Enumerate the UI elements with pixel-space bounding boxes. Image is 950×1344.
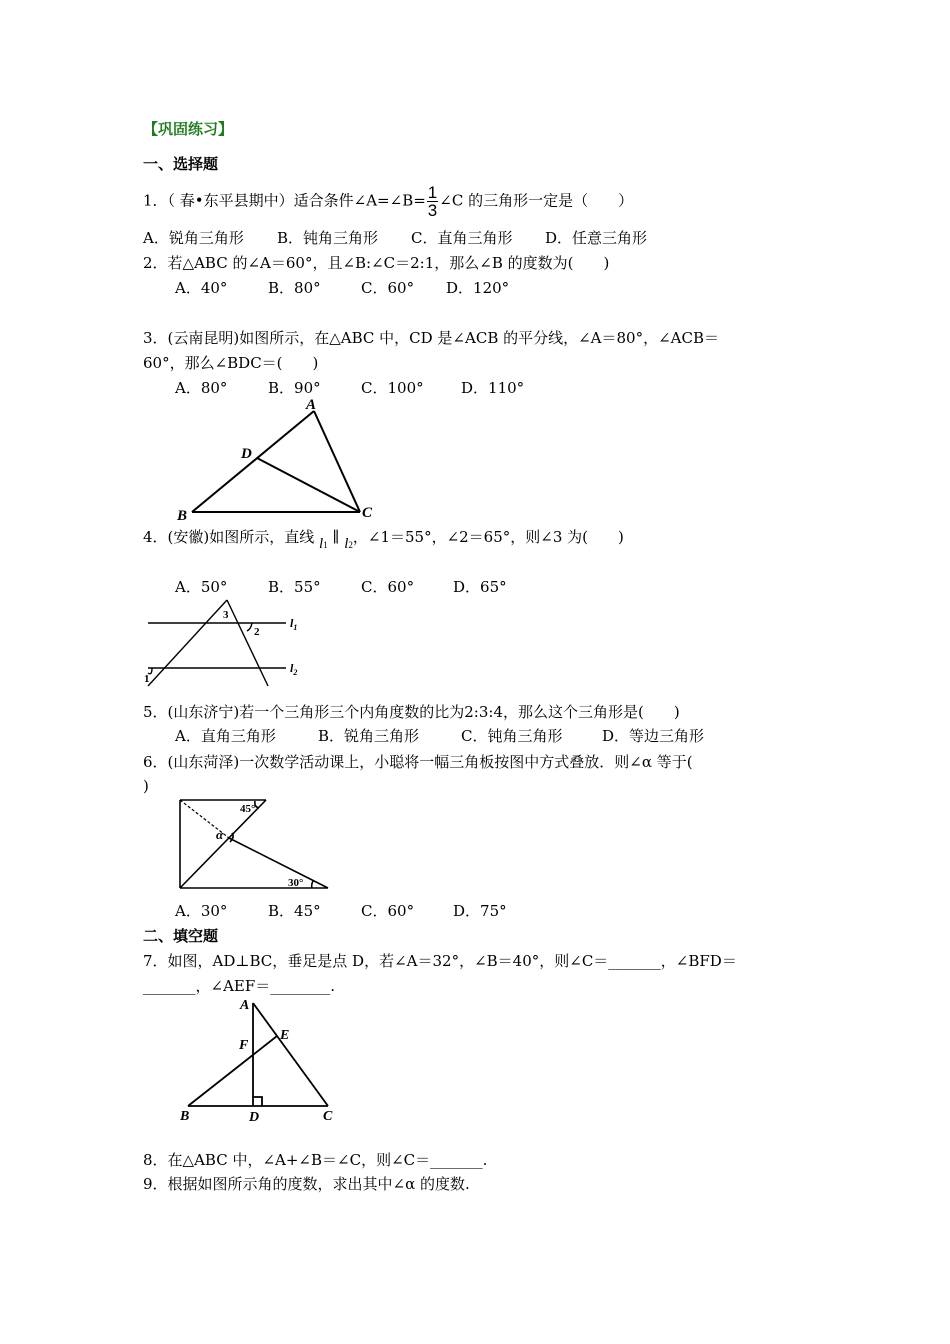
q3-triangle-figure [170, 395, 390, 525]
question-3-line2: 60°，那么∠BDC＝( ) [143, 354, 319, 372]
q3-option-d: D．110° [461, 379, 525, 397]
q4-options [175, 577, 507, 597]
q1-fraction [427, 184, 438, 219]
q6-30-arc [312, 881, 313, 888]
q4-angle-3-label: 3 [223, 609, 229, 621]
q6-options [175, 901, 507, 921]
question-3-line1: 3．(云南昆明)如图所示，在△ABC 中，CD 是∠ACB 的平分线，∠A＝80°，∠ACB＝ [143, 329, 719, 347]
q3-side-ac [314, 411, 360, 512]
q1-option-d: D．任意三角形 [545, 229, 648, 247]
q7-right-angle-mark [253, 1097, 262, 1106]
q4-option-d: D．65° [453, 578, 507, 596]
question-2: 2．若△ABC 的∠A＝60°，且∠B:∠C＝2:1，那么∠B 的度数为( ) [143, 254, 610, 272]
q1-frac-num: 1 [427, 183, 438, 202]
question-9: 9．根据如图所示角的度数，求出其中∠α 的度数. [143, 1175, 470, 1193]
q4-l2-letter: l [344, 536, 349, 552]
q4-fig-l2-sub: 2 [293, 668, 298, 677]
q5-option-d: D．等边三角形 [602, 727, 705, 745]
q3-option-c: C．100° [361, 379, 424, 397]
question-6-line2: ) [143, 777, 149, 795]
q5-option-a: A．直角三角形 [175, 727, 276, 745]
q7-label-f: F [239, 1038, 249, 1053]
q2-options [175, 278, 509, 298]
q4-option-b: B．55° [268, 578, 321, 596]
q6-label-30: 30° [288, 877, 304, 889]
q5-options [175, 726, 704, 746]
q2-option-b: B．80° [268, 279, 321, 297]
question-6-line1: 6．(山东菏泽)一次数学活动课上，小聪将一幅三角板按图中方式叠放．则∠α 等于( [143, 753, 693, 771]
q4-fig-l1-letter: l [290, 616, 294, 630]
q2-option-d: D．120° [446, 279, 510, 297]
q4-text-after: ，∠1＝55°，∠2＝65°，则∠3 为( ) [352, 528, 624, 546]
section-title-choice: 一、选择题 [143, 155, 219, 173]
q4-l2-sub: 2 [348, 540, 353, 550]
q2-option-a: A．40° [175, 279, 228, 297]
q6-option-b: B．45° [268, 902, 321, 920]
q7-label-d: D [249, 1110, 260, 1125]
q7-label-c: C [323, 1109, 333, 1124]
q4-option-a: A．50° [175, 578, 228, 596]
question-1 [143, 184, 633, 219]
q3-option-b: B．90° [268, 379, 321, 397]
q4-l1-letter: l [319, 536, 324, 552]
question-7-line2: _______，∠AEF＝________. [143, 977, 336, 995]
q4-fig-l2-letter: l [290, 661, 294, 675]
q3-side-ba [192, 411, 314, 512]
q4-parallel-sign: ∥ [332, 528, 340, 546]
q7-side-ac [253, 1003, 328, 1106]
q1-option-b: B．钝角三角形 [277, 229, 379, 247]
q4-transversal-left [148, 600, 227, 686]
question-7-line1: 7．如图，AD⊥BC，垂足是点 D，若∠A＝32°，∠B＝40°，则∠C＝_______，∠BFD＝ [143, 952, 737, 970]
q4-fig-l1-label [290, 616, 297, 632]
q3-segment-cd [257, 458, 360, 512]
q6-option-a: A．30° [175, 902, 228, 920]
q6-triangle-board-figure [170, 795, 340, 895]
q1-frac-den: 3 [427, 201, 438, 220]
q5-option-b: B．锐角三角形 [318, 727, 420, 745]
q1-option-a: A．锐角三角形 [143, 229, 244, 247]
q4-angle-2-arc [247, 623, 252, 631]
q4-option-c: C．60° [361, 578, 415, 596]
q4-fig-l1-sub: 1 [293, 623, 298, 632]
q4-angle-1-label: 1 [144, 673, 150, 685]
q6-option-c: C．60° [361, 902, 415, 920]
q4-angle-2-label: 2 [254, 626, 260, 638]
question-4 [143, 527, 624, 552]
q4-text-before: 4．(安徽)如图所示，直线 [143, 528, 315, 546]
q6-label-45: 45° [240, 803, 256, 815]
q4-line-l1 [319, 536, 328, 552]
section-header: 【巩固练习】 [143, 120, 234, 138]
q1-text-after: ∠C 的三角形一定是（ ） [439, 191, 634, 210]
q2-option-c: C．60° [361, 279, 415, 297]
q3-label-c: C [362, 505, 373, 521]
section-title-fill: 二、填空题 [143, 927, 219, 945]
q7-segment-be [188, 1036, 277, 1106]
q1-options [143, 228, 647, 248]
q7-triangle-figure [170, 995, 350, 1125]
q4-parallel-lines-figure [140, 598, 320, 690]
q6-hypotenuse-30 [229, 838, 328, 888]
question-5: 5．(山东济宁)若一个三角形三个内角度数的比为2:3:4，那么这个三角形是( ) [143, 703, 680, 721]
q3-label-d: D [241, 446, 252, 462]
q7-label-e: E [280, 1028, 290, 1043]
q7-label-b: B [180, 1109, 190, 1124]
q1-option-c: C．直角三角形 [411, 229, 513, 247]
q7-label-a: A [240, 998, 250, 1013]
q4-transversal-right [227, 600, 268, 686]
q4-fig-l2-label [290, 661, 297, 677]
q5-option-c: C．钝角三角形 [461, 727, 563, 745]
q6-label-alpha: α [216, 827, 224, 842]
question-8: 8．在△ABC 中，∠A+∠B＝∠C，则∠C＝_______. [143, 1151, 488, 1169]
q6-option-d: D．75° [453, 902, 507, 920]
q4-line-l2 [344, 536, 353, 552]
q4-l1-sub: 1 [323, 540, 328, 550]
q3-option-a: A．80° [175, 379, 228, 397]
q1-text-before: 1．（ 春•东平县期中）适合条件∠A=∠B= [143, 191, 426, 210]
q3-label-a: A [306, 397, 317, 413]
q3-label-b: B [177, 508, 188, 524]
